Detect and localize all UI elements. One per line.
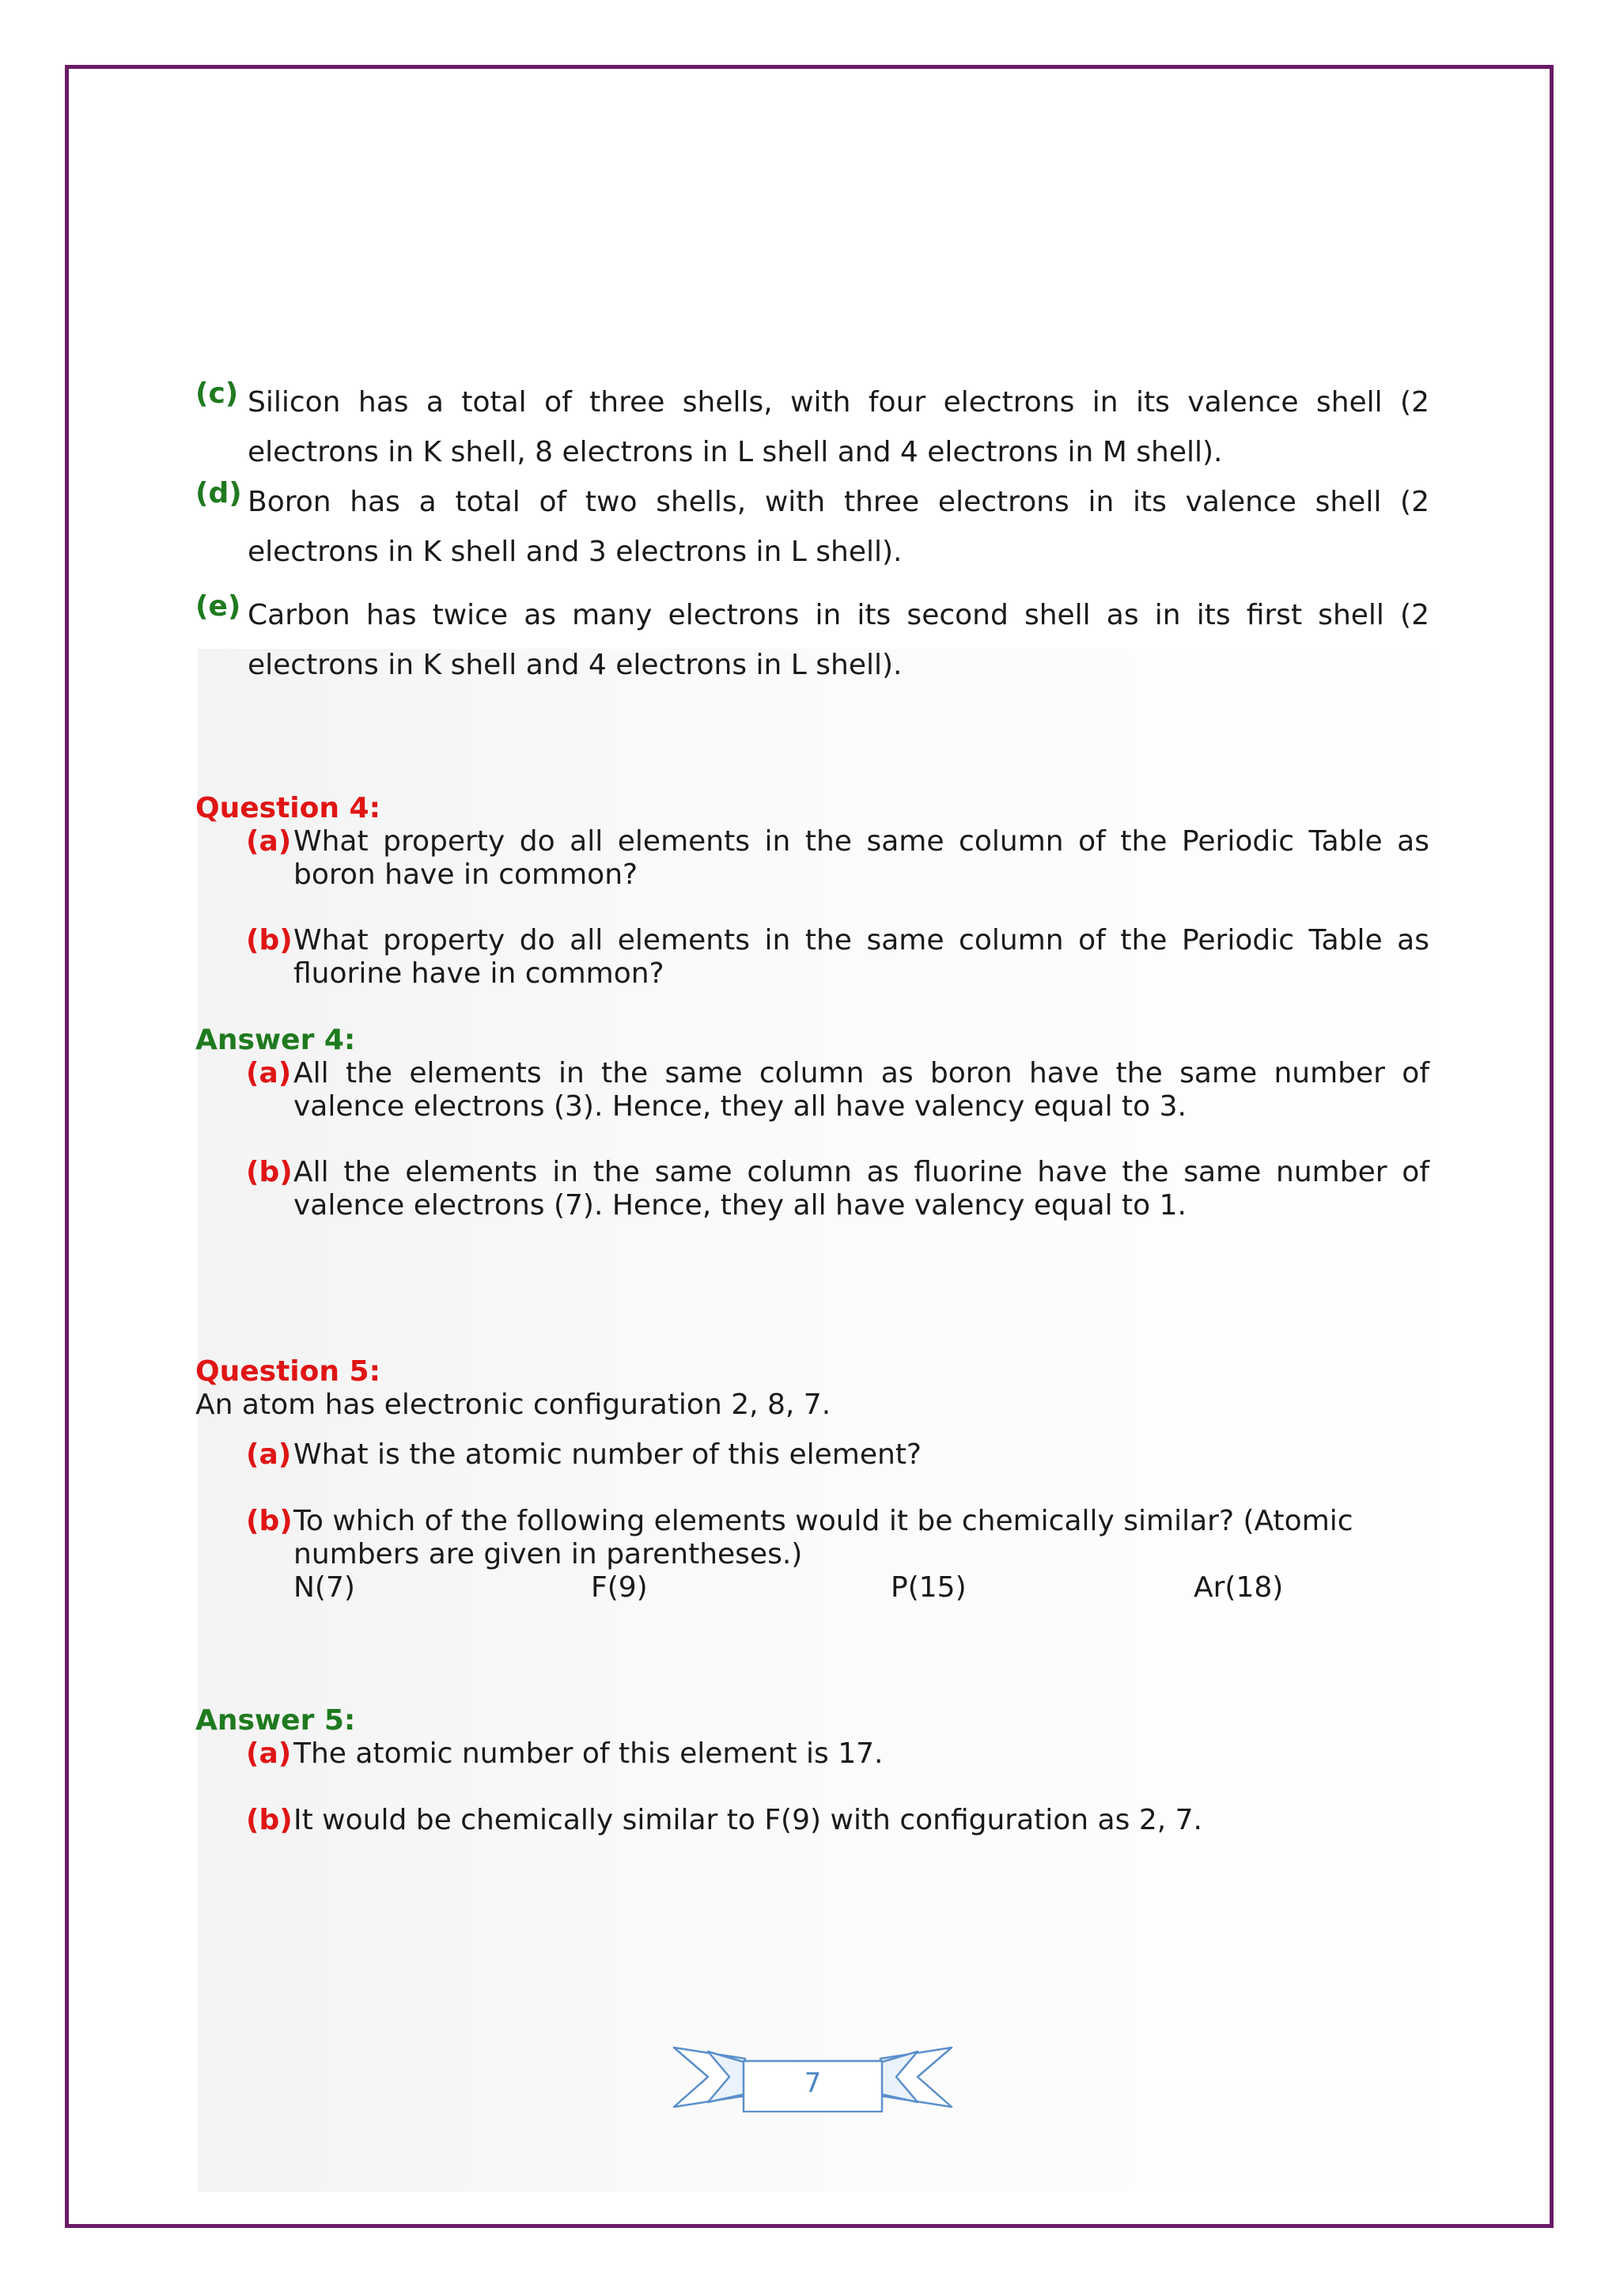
- item-text: Boron has a total of two shells, with three electrons in its valence shell (2 electrons in K shell and 3 electrons in L shell).: [248, 486, 1429, 568]
- part-label: (a): [246, 825, 292, 858]
- answer-item-e: [195, 590, 1429, 690]
- item-label: (d): [195, 477, 242, 510]
- part-text: The atomic number of this element is 17.: [293, 1737, 884, 1770]
- page-number: 7: [804, 2067, 822, 2099]
- question-4-part-a: [246, 825, 1429, 892]
- answer-5-part-b: [246, 1804, 1429, 1837]
- question-4-heading: Question 4:: [195, 792, 380, 824]
- page-number-banner: [672, 2045, 953, 2112]
- part-label: (a): [246, 1737, 292, 1770]
- part-label: (b): [246, 1804, 293, 1836]
- option-argon: Ar(18): [1194, 1571, 1284, 1604]
- part-label: (b): [246, 924, 293, 957]
- answer-4-part-b: [246, 1156, 1429, 1222]
- option-phosphorus: P(15): [891, 1571, 967, 1604]
- question-5-part-a: [246, 1438, 1429, 1472]
- part-label: (a): [246, 1057, 292, 1089]
- part-text: All the elements in the same column as fluorine have the same number of valence electrons (7). Hence, they all have valency equal to 1.: [293, 1156, 1429, 1222]
- answer-item-c: [195, 377, 1429, 477]
- item-label: (c): [195, 377, 239, 410]
- answer-item-d: [195, 477, 1429, 577]
- part-label: (b): [246, 1505, 293, 1537]
- item-text: Carbon has twice as many electrons in its second shell as in its first shell (2 electrons in K shell and 4 electrons in L shell).: [248, 599, 1429, 681]
- option-fluorine: F(9): [591, 1571, 648, 1604]
- option-nitrogen: N(7): [293, 1571, 355, 1604]
- part-text: To which of the following elements would it be chemically similar? (Atomic numbers are given in parentheses.): [293, 1505, 1353, 1570]
- question-5-part-b: [246, 1505, 1429, 1571]
- question-5-intro: An atom has electronic configuration 2, 8, 7.: [195, 1389, 831, 1421]
- answer-4-heading: Answer 4:: [195, 1024, 356, 1056]
- part-text: All the elements in the same column as boron have the same number of valence electrons (3). Hence, they all have valency equal to 3.: [293, 1057, 1429, 1123]
- part-label: (b): [246, 1156, 293, 1188]
- question-4-part-b: [246, 924, 1429, 991]
- item-text: Silicon has a total of three shells, with four electrons in its valence shell (2 electrons in K shell, 8 electrons in L shell and 4 electrons in M shell).: [248, 386, 1429, 468]
- part-text: What property do all elements in the same column of the Periodic Table as fluorine have in common?: [293, 924, 1429, 990]
- part-text: What property do all elements in the same column of the Periodic Table as boron have in common?: [293, 825, 1429, 891]
- answer-4-part-a: [246, 1057, 1429, 1123]
- answer-5-heading: Answer 5:: [195, 1704, 356, 1737]
- question-5-heading: Question 5:: [195, 1355, 380, 1388]
- part-text: It would be chemically similar to F(9) with configuration as 2, 7.: [293, 1804, 1202, 1836]
- element-options: [293, 1571, 1322, 1605]
- part-label: (a): [246, 1438, 292, 1471]
- item-label: (e): [195, 590, 241, 623]
- answer-5-part-a: [246, 1737, 1429, 1771]
- part-text: What is the atomic number of this element?: [293, 1438, 922, 1471]
